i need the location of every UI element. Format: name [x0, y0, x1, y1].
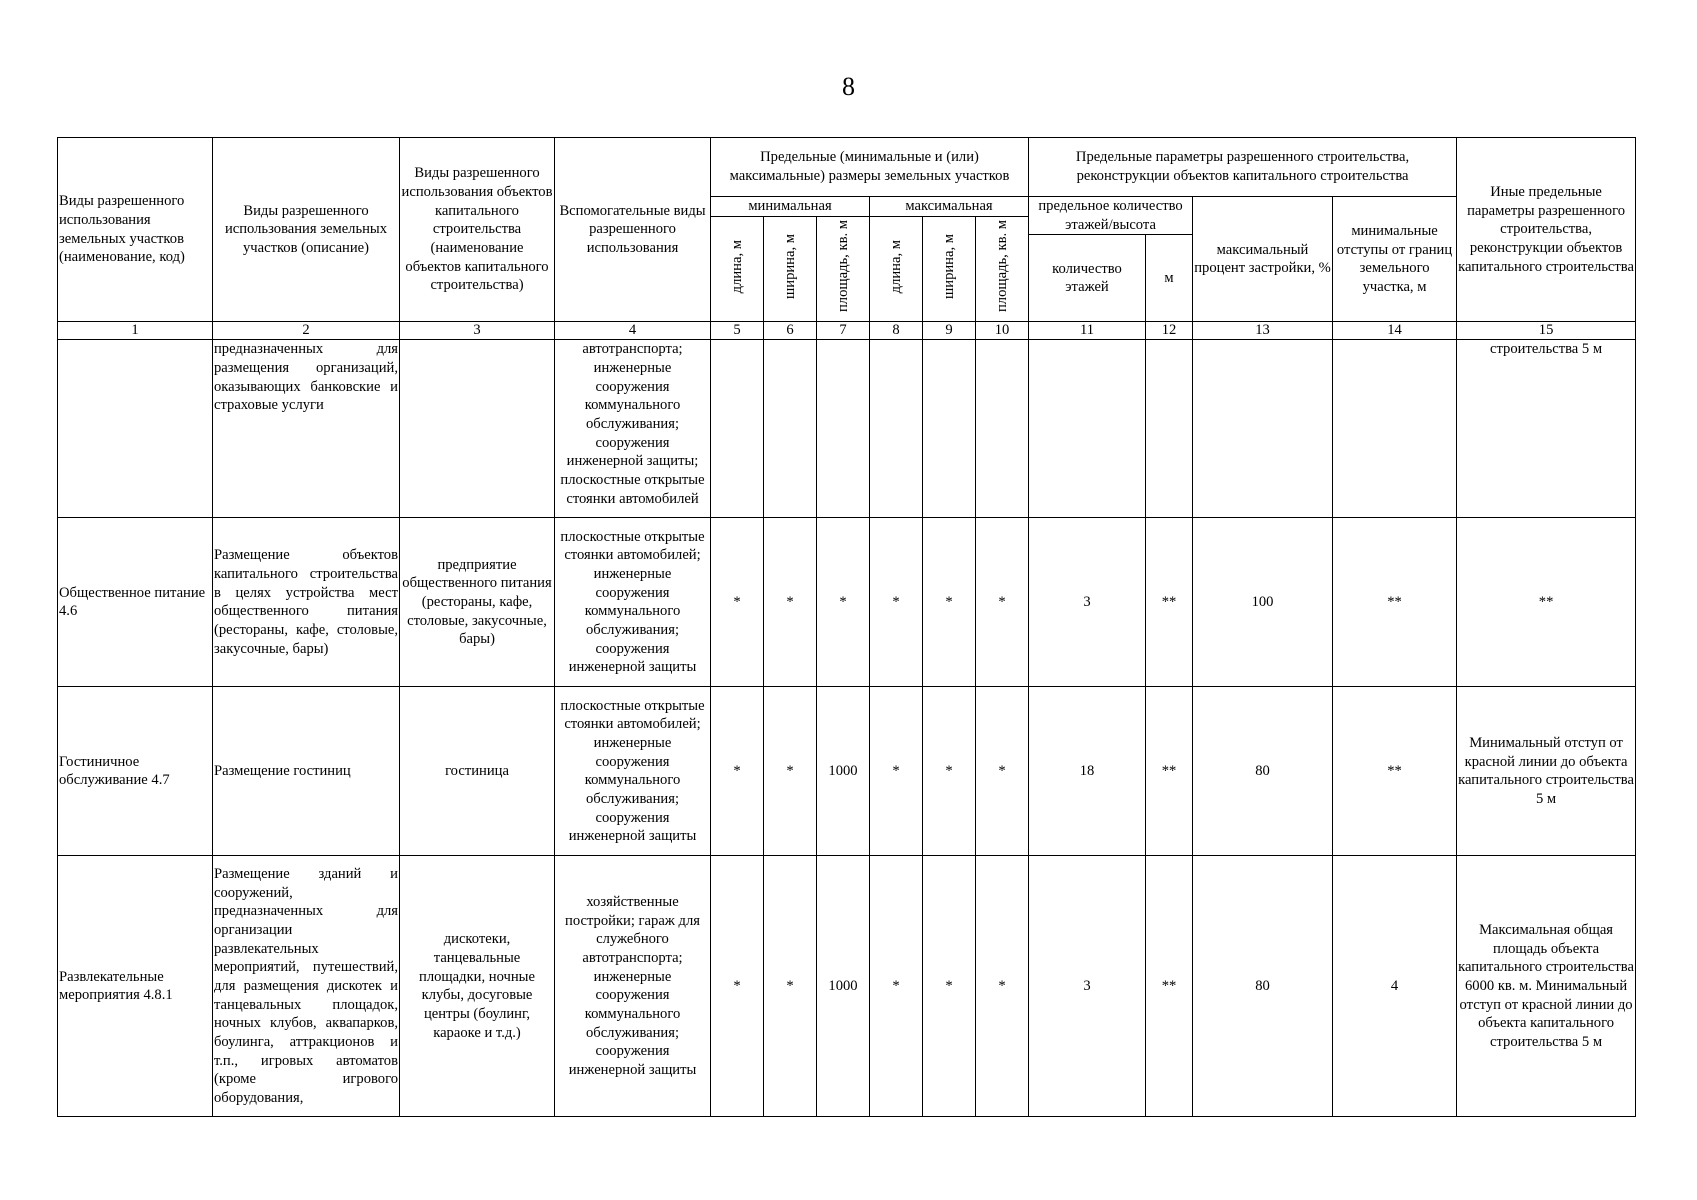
column-number: 1: [58, 322, 213, 340]
max-area: [976, 340, 1029, 518]
column-number: 10: [976, 322, 1029, 340]
table-row: [58, 518, 1636, 687]
land-use-description: Размещение объектов капитального строительства в целях устройства мест общественного питания (рестораны, кафе, столовые, закусочные, бары): [213, 518, 400, 687]
column-number: 12: [1146, 322, 1193, 340]
header-max-percent: максимальный процент застройки, %: [1193, 197, 1333, 322]
floors-count: [1029, 340, 1146, 518]
land-use-description: Размещение зданий и сооружений, предназначенных для организации развлекательных мероприятий, путешествий, для размещения дискотек и танцевальных площадок, ночных клубов, аквапарков, боулинга, аттракционов и т.п., игровых автоматов (кроме игрового оборудования,: [213, 856, 400, 1117]
page-number: 8: [842, 72, 855, 101]
capital-object-type: предприятие общественного питания (рестораны, кафе, столовые, закусочные, бары): [400, 518, 555, 687]
floors-count: 18: [1029, 687, 1146, 856]
min-setback: **: [1333, 518, 1457, 687]
column-number: 13: [1193, 322, 1333, 340]
header-col3: Виды разрешенного использования объектов капитального строительства (наименование объектов капитального строительства): [400, 138, 555, 322]
header-col1: Виды разрешенного использования земельных участков (наименование, код): [58, 138, 213, 322]
header-floors-height: предельное количество этажей/высота: [1029, 197, 1193, 235]
other-parameters: строительства 5 м: [1457, 340, 1636, 518]
auxiliary-use: хозяйственные постройки; гараж для служебного автотранспорта; инженерные сооружения коммунального обслуживания; сооружения инженерной защиты: [555, 856, 711, 1117]
header-max-width: ширина, м: [923, 216, 976, 322]
auxiliary-use: плоскостные открытые стоянки автомобилей; инженерные сооружения коммунального обслуживания; сооружения инженерной защиты: [555, 518, 711, 687]
header-min-width: ширина, м: [764, 216, 817, 322]
capital-object-type: дискотеки, танцевальные площадки, ночные клубы, досуговые центры (боулинг, караоке и т.д.): [400, 856, 555, 1117]
max-width: [923, 340, 976, 518]
column-number: 2: [213, 322, 400, 340]
column-number: 9: [923, 322, 976, 340]
column-number: 7: [817, 322, 870, 340]
max-area: *: [976, 856, 1029, 1117]
max-width: *: [923, 687, 976, 856]
max-area: *: [976, 518, 1029, 687]
min-area: 1000: [817, 687, 870, 856]
max-length: *: [870, 518, 923, 687]
land-use-description: предназначенных для размещения организаций, оказывающих банковские и страховые услуги: [213, 340, 400, 518]
min-length: [711, 340, 764, 518]
column-number: 3: [400, 322, 555, 340]
header-col15: Иные предельные параметры разрешенного строительства, реконструкции объектов капитального строительства: [1457, 138, 1636, 322]
min-width: *: [764, 687, 817, 856]
max-length: *: [870, 856, 923, 1117]
min-setback: **: [1333, 687, 1457, 856]
min-area: [817, 340, 870, 518]
header-minimal: минимальная: [711, 197, 870, 217]
header-maximal: максимальная: [870, 197, 1029, 217]
header-meters: м: [1146, 235, 1193, 322]
other-parameters: **: [1457, 518, 1636, 687]
capital-object-type: [400, 340, 555, 518]
header-min-setback: минимальные отступы от границ земельного участка, м: [1333, 197, 1457, 322]
floors-count: 3: [1029, 856, 1146, 1117]
min-width: *: [764, 856, 817, 1117]
land-use-name: Общественное питание 4.6: [58, 518, 213, 687]
height-m: **: [1146, 687, 1193, 856]
column-number: 6: [764, 322, 817, 340]
header-min-length: длина, м: [711, 216, 764, 322]
header-row-1: [58, 138, 1636, 197]
max-area: *: [976, 687, 1029, 856]
floors-count: 3: [1029, 518, 1146, 687]
column-number: 15: [1457, 322, 1636, 340]
column-number: 5: [711, 322, 764, 340]
min-length: *: [711, 687, 764, 856]
max-build-percent: 100: [1193, 518, 1333, 687]
capital-object-type: гостиница: [400, 687, 555, 856]
auxiliary-use: автотранспорта; инженерные сооружения коммунального обслуживания; сооружения инженерной защиты; плоскостные открытые стоянки автомобилей: [555, 340, 711, 518]
max-width: *: [923, 518, 976, 687]
height-m: **: [1146, 856, 1193, 1117]
max-width: *: [923, 856, 976, 1117]
min-setback: [1333, 340, 1457, 518]
header-max-area: площадь, кв. м: [976, 216, 1029, 322]
table-row: [58, 340, 1636, 518]
zoning-regulations-table: [57, 137, 1636, 1117]
min-width: [764, 340, 817, 518]
column-number: 4: [555, 322, 711, 340]
land-use-name: Гостиничное обслуживание 4.7: [58, 687, 213, 856]
min-area: 1000: [817, 856, 870, 1117]
table-row: [58, 687, 1636, 856]
max-build-percent: 80: [1193, 687, 1333, 856]
header-floors: количество этажей: [1029, 235, 1146, 322]
land-use-name: [58, 340, 213, 518]
header-max-length: длина, м: [870, 216, 923, 322]
column-number: 14: [1333, 322, 1457, 340]
min-length: *: [711, 518, 764, 687]
other-parameters: Минимальный отступ от красной линии до объекта капитального строительства 5 м: [1457, 687, 1636, 856]
header-col4: Вспомогательные виды разрешенного использования: [555, 138, 711, 322]
table-row: [58, 856, 1636, 1117]
max-length: *: [870, 687, 923, 856]
min-area: *: [817, 518, 870, 687]
column-number: 8: [870, 322, 923, 340]
header-col2: Виды разрешенного использования земельных участков (описание): [213, 138, 400, 322]
max-length: [870, 340, 923, 518]
land-use-description: Размещение гостиниц: [213, 687, 400, 856]
column-number: 11: [1029, 322, 1146, 340]
column-number-row: [58, 322, 1636, 340]
header-group-sizes: Предельные (минимальные и (или) максимальные) размеры земельных участков: [711, 138, 1029, 197]
max-build-percent: [1193, 340, 1333, 518]
auxiliary-use: плоскостные открытые стоянки автомобилей; инженерные сооружения коммунального обслуживания; сооружения инженерной защиты: [555, 687, 711, 856]
min-length: *: [711, 856, 764, 1117]
header-group-params: Предельные параметры разрешенного строительства, реконструкции объектов капитального строительства: [1029, 138, 1457, 197]
height-m: [1146, 340, 1193, 518]
min-width: *: [764, 518, 817, 687]
max-build-percent: 80: [1193, 856, 1333, 1117]
min-setback: 4: [1333, 856, 1457, 1117]
land-use-name: Развлекательные мероприятия 4.8.1: [58, 856, 213, 1117]
other-parameters: Максимальная общая площадь объекта капитального строительства 6000 кв. м. Минимальный отступ от красной линии до объекта капитального строительства 5 м: [1457, 856, 1636, 1117]
height-m: **: [1146, 518, 1193, 687]
header-min-area: площадь, кв. м: [817, 216, 870, 322]
